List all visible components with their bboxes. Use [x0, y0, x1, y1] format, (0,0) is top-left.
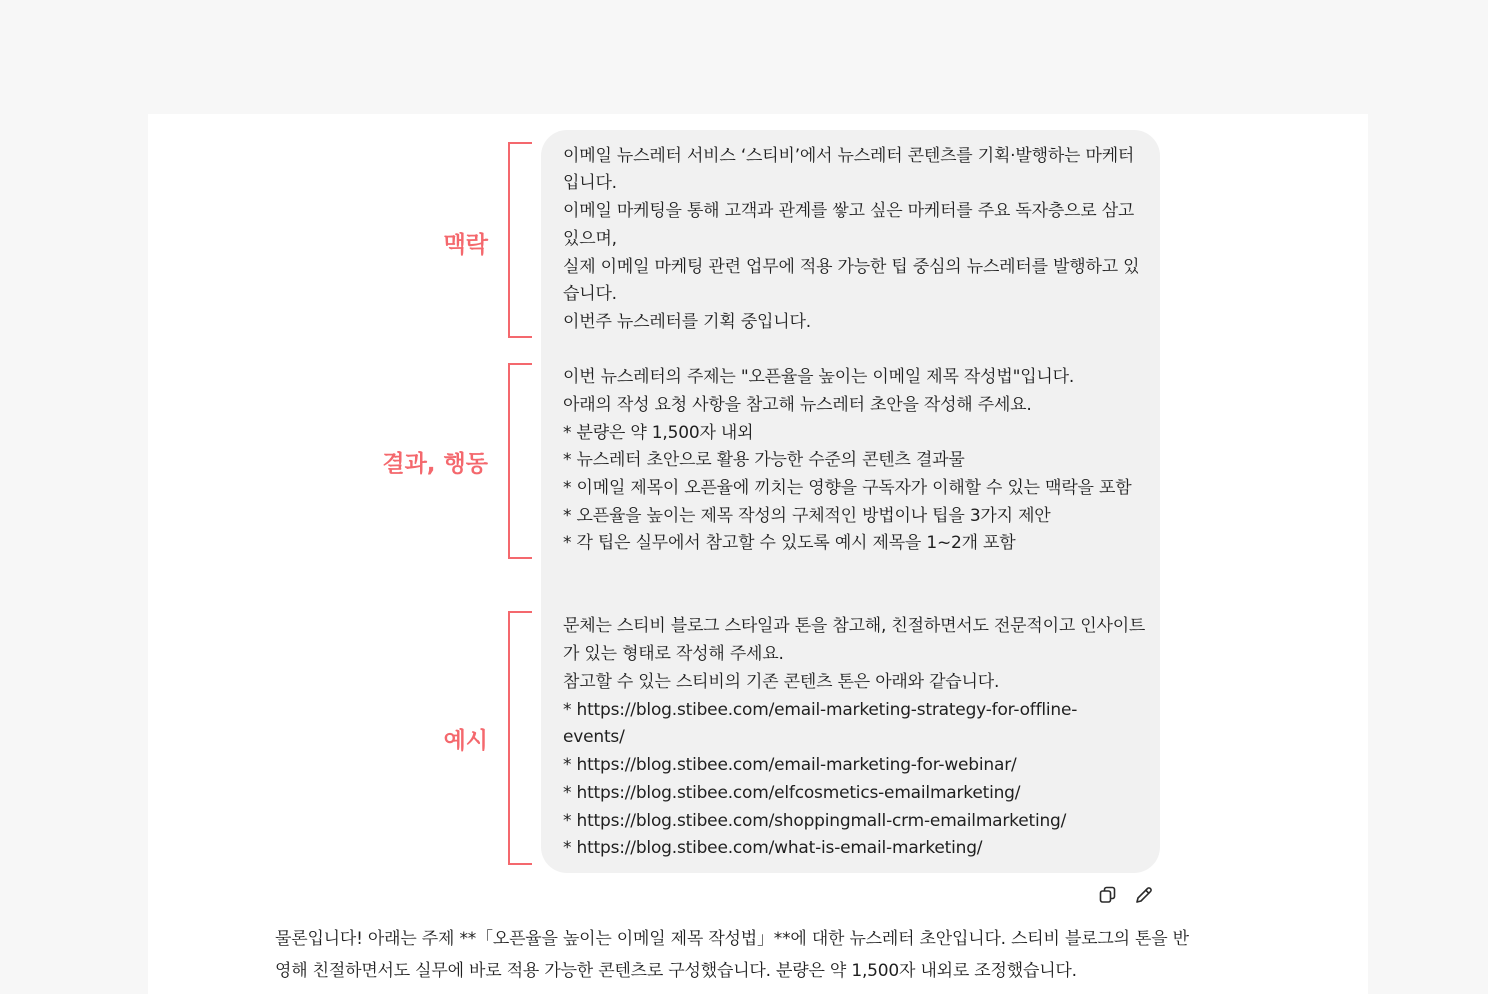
pencil-icon[interactable]: [1133, 884, 1155, 906]
user-message-line: 있으며,: [563, 229, 617, 249]
user-message-line: 가 있는 형태로 작성해 주세요.: [563, 644, 784, 664]
user-message-line: 이메일 뉴스레터 서비스 ‘스티비’에서 뉴스레터 콘텐츠를 기획·발행하는 마케터: [563, 146, 1135, 166]
user-message-line: * 분량은 약 1,500자 내외: [563, 423, 754, 443]
context-label: 맥락: [443, 232, 488, 258]
user-message-line: * 뉴스레터 초안으로 활용 가능한 수준의 콘텐츠 결과물: [563, 450, 965, 470]
user-message-line: 문체는 스티비 블로그 스타일과 톤을 참고해, 친절하면서도 전문적이고 인사이트: [563, 616, 1146, 636]
assistant-message-line: 물론입니다! 아래는 주제 **「오픈율을 높이는 이메일 제목 작성법」**에 대한 뉴스레터 초안입니다. 스티비 블로그의 톤을 반: [275, 929, 1189, 949]
user-message-link[interactable]: * https://blog.stibee.com/email-marketing-strategy-for-offline-: [563, 700, 1078, 720]
context-bracket: [508, 142, 532, 338]
user-message-line: 이메일 마케팅을 통해 고객과 관계를 쌓고 싶은 마케터를 주요 독자층으로 삼고: [563, 201, 1135, 221]
user-message-line: * 이메일 제목이 오픈율에 끼치는 영향을 구독자가 이해할 수 있는 맥락을 포함: [563, 478, 1132, 498]
user-message-line: 입니다.: [563, 173, 617, 193]
user-message-link[interactable]: * https://blog.stibee.com/elfcosmetics-emailmarketing/: [563, 783, 1021, 803]
user-message-line: * 각 팁은 실무에서 참고할 수 있도록 예시 제목을 1~2개 포함: [563, 533, 1016, 553]
result-action-bracket: [508, 363, 532, 559]
user-message-line: 습니다.: [563, 284, 617, 304]
user-message-link[interactable]: * https://blog.stibee.com/what-is-email-marketing/: [563, 838, 983, 858]
user-message-link[interactable]: * https://blog.stibee.com/email-marketing-for-webinar/: [563, 755, 1017, 775]
user-message-line: 아래의 작성 요청 사항을 참고해 뉴스레터 초안을 작성해 주세요.: [563, 395, 1032, 415]
user-message-line: 이번 뉴스레터의 주제는 "오픈율을 높이는 이메일 제목 작성법"입니다.: [563, 367, 1075, 387]
result-action-label: 결과, 행동: [382, 451, 488, 477]
user-message-link[interactable]: * https://blog.stibee.com/shoppingmall-crm-emailmarketing/: [563, 811, 1067, 831]
user-message-line: 참고할 수 있는 스티비의 기존 콘텐츠 톤은 아래와 같습니다.: [563, 672, 1000, 692]
user-message-line: * 오픈율을 높이는 제목 작성의 구체적인 방법이나 팁을 3가지 제안: [563, 506, 1051, 526]
copy-icon[interactable]: [1097, 884, 1119, 906]
example-bracket: [508, 611, 532, 865]
example-label: 예시: [443, 728, 488, 754]
user-message-line: 이번주 뉴스레터를 기획 중입니다.: [563, 312, 811, 332]
user-message-link[interactable]: events/: [563, 727, 625, 747]
assistant-message-line: 영해 친절하면서도 실무에 바로 적용 가능한 콘텐츠로 구성했습니다. 분량은 약 1,500자 내외로 조정했습니다.: [275, 961, 1077, 981]
user-message-line: 실제 이메일 마케팅 관련 업무에 적용 가능한 팁 중심의 뉴스레터를 발행하고 있: [563, 257, 1140, 277]
